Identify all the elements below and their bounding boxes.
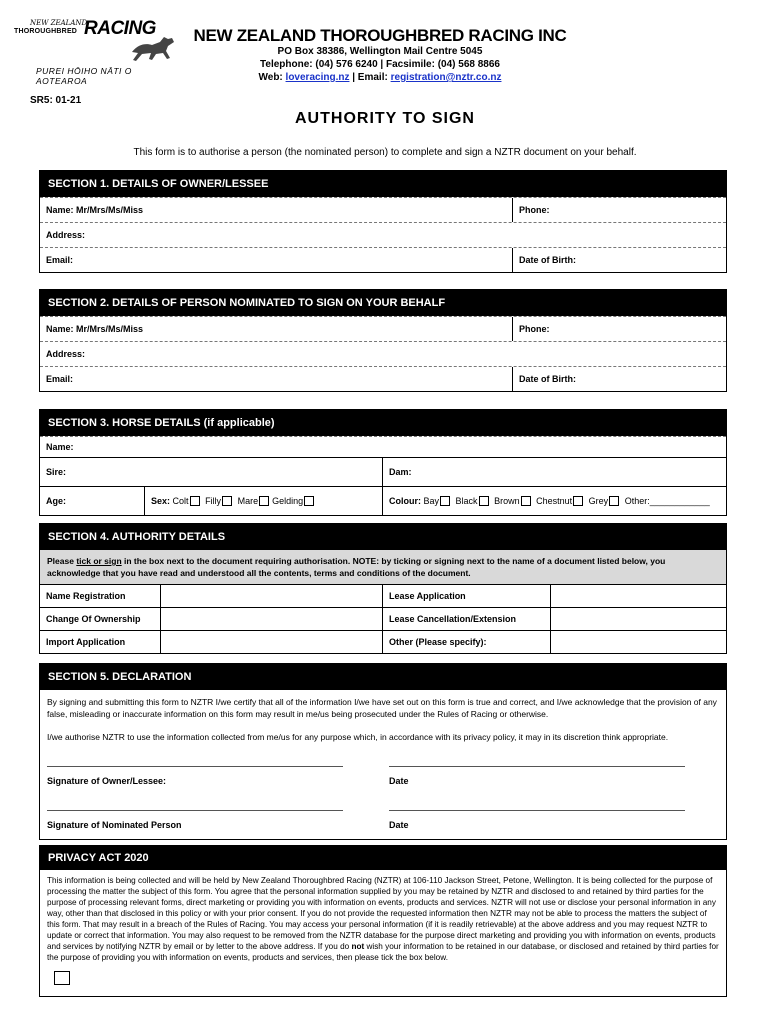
section-2-title: SECTION 2. DETAILS OF PERSON NOMINATED TO SIGN ON YOUR BEHALF — [40, 290, 726, 316]
nominee-name-field[interactable]: Name: Mr/Mrs/Ms/Miss — [46, 324, 144, 334]
filly-checkbox[interactable] — [222, 496, 232, 506]
dam-field[interactable]: Dam: — [382, 458, 726, 486]
privacy-title: PRIVACY ACT 2020 — [40, 846, 726, 870]
section-declaration — [39, 663, 727, 840]
nominee-date-label: Date — [389, 820, 409, 830]
name-registration-tick-box[interactable] — [160, 585, 382, 607]
lease-application-tick-box[interactable] — [550, 585, 726, 607]
doc-change-of-ownership: Change Of Ownership — [46, 614, 141, 624]
colour-label: Colour: — [389, 496, 421, 506]
section-owner-details — [39, 170, 727, 273]
note-underlined: tick or sign — [76, 556, 122, 566]
owner-signature-label: Signature of Owner/Lessee: — [47, 776, 167, 786]
other-tick-box[interactable] — [550, 631, 726, 653]
privacy-text — [40, 875, 726, 963]
owner-name-field[interactable]: Name: Mr/Mrs/Ms/Miss — [46, 205, 144, 215]
declaration-text: By signing and submitting this form to NZTR I/we certify that all of the information I/we have set out on this form is true and correct, and I/we acknowledge that the provision of any false, misleading or inaccurate information on this form may result in me/us being prosecuted under the Rules of Racing or otherwise. — [47, 697, 717, 719]
section-4-title: SECTION 4. AUTHORITY DETAILS — [40, 524, 726, 550]
colour-option-bay: Bay — [423, 496, 440, 506]
nominee-dob-field[interactable]: Date of Birth: — [512, 367, 726, 391]
logo-side-text: THOROUGHBRED — [14, 28, 78, 35]
privacy-bold-word: not — [351, 942, 365, 951]
org-name: NEW ZEALAND THOROUGHBRED RACING INC — [193, 26, 567, 45]
doc-import-application: Import Application — [46, 637, 126, 647]
owner-email-field[interactable]: Email: — [46, 255, 74, 265]
form-code: SR5: 01-21 — [30, 95, 82, 106]
section-privacy — [39, 845, 727, 997]
racehorse-icon — [130, 34, 178, 64]
logo-maori-text: PUREI HŌIHO NĀTI O AOTEAROA — [36, 66, 132, 86]
logo-top-text: NEW ZEALAND — [30, 19, 88, 27]
lease-cancellation-tick-box[interactable] — [550, 608, 726, 630]
doc-other: Other (Please specify): — [382, 631, 550, 653]
section-1-title: SECTION 1. DETAILS OF OWNER/LESSEE — [40, 171, 726, 197]
brown-checkbox[interactable] — [521, 496, 531, 506]
section-authority-details — [39, 523, 727, 654]
org-phones: Telephone: (04) 576 6240 | Facsimile: (04) 568 8866 — [260, 59, 500, 70]
import-application-tick-box[interactable] — [160, 631, 382, 653]
colour-other-field[interactable]: Other:____________ — [624, 496, 710, 506]
chestnut-checkbox[interactable] — [573, 496, 583, 506]
colour-option-brown: Brown — [494, 496, 520, 506]
intro-text: This form is to authorise a person (the nominated person) to complete and sign a NZTR document on your behalf. — [133, 147, 637, 158]
grey-checkbox[interactable] — [609, 496, 619, 506]
page-title: AUTHORITY TO SIGN — [295, 110, 475, 127]
owner-date-label: Date — [389, 776, 409, 786]
black-checkbox[interactable] — [479, 496, 489, 506]
sex-option-gelding: Gelding — [272, 496, 304, 506]
nominee-email-field[interactable]: Email: — [46, 374, 74, 384]
colour-group — [382, 487, 726, 515]
privacy-text-part1: This information is being collected and will be held by New Zealand Thoroughbred Racing (NZTR) at 106-110 Jackson Street, Petone, Wellington. It is being collected for the purpose of processing the matter the subject of this form. You agree that the personal information supplied by you may be retained by NZTR and disclosed to and retained by third parties for the purpose of processing relevant forms, direct marketing or providing you with information on events, products and services. NZTR will not use or disclose your personal information in any way, other than that disclosed in this policy or with your prior consent. If you do not provide the requested information then NZTR may not be able to process the matters the subject of this form. That may result in a breach of the Rules of Racing. You may access your personal information (if it is readily retrievable) at the above address and you may request NZTR to update or correct that information. You may also request to be removed from the NZTR database for the purpose direct marketing and providing you with information on events, products and services by notifying NZTR by email or by letter to the above address. If you do — [47, 876, 716, 951]
email-link[interactable]: registration@nztr.co.nz — [390, 72, 502, 83]
nominee-address-field[interactable]: Address: — [46, 349, 86, 359]
note-prefix: Please — [47, 556, 77, 566]
email-label: | Email: — [352, 72, 388, 83]
org-address: PO Box 38386, Wellington Mail Centre 5045 — [277, 46, 483, 57]
doc-lease-application: Lease Application — [382, 585, 550, 607]
colt-checkbox[interactable] — [190, 496, 200, 506]
org-web-email — [190, 72, 570, 83]
logo-brand: RACING — [84, 18, 156, 39]
gelding-checkbox[interactable] — [304, 496, 314, 506]
mare-checkbox[interactable] — [259, 496, 269, 506]
nominee-signature-label: Signature of Nominated Person — [47, 820, 182, 830]
bay-checkbox[interactable] — [440, 496, 450, 506]
note-rest: in the box next to the document requiring authorisation. NOTE: by ticking or signing next to the name of a document listed below, you acknowledge that you have read and understood all the contents, terms and conditions of the document. — [47, 556, 666, 578]
web-link[interactable]: loveracing.nz — [285, 72, 350, 83]
section-5-title: SECTION 5. DECLARATION — [40, 664, 726, 690]
change-ownership-tick-box[interactable] — [160, 608, 382, 630]
sire-field[interactable]: Sire: — [46, 467, 67, 477]
privacy-text-part2: wish your information to be retained in our database, or disclosed and retained by third parties for the purpose of providing you with information on events, products and services, then please tick the box below. — [47, 942, 719, 962]
age-field[interactable]: Age: — [46, 496, 66, 506]
sex-option-filly: Filly — [205, 496, 222, 506]
horse-name-field[interactable]: Name: — [46, 442, 74, 452]
authority-note — [40, 550, 726, 585]
owner-signature-line[interactable] — [47, 766, 343, 767]
sex-label: Sex: — [151, 496, 171, 506]
colour-option-grey: Grey — [588, 496, 609, 506]
section-3-title: SECTION 3. HORSE DETAILS (if applicable) — [40, 410, 726, 436]
privacy-use-text: I/we authorise NZTR to use the information collected from me/us for any purpose which, in accordance with its privacy policy, it may in its discretion think appropriate. — [47, 732, 669, 742]
colour-option-chestnut: Chestnut — [536, 496, 573, 506]
owner-dob-field[interactable]: Date of Birth: — [512, 248, 726, 272]
sex-option-mare: Mare — [237, 496, 259, 506]
section-horse-details — [39, 409, 727, 516]
nominee-phone-field[interactable]: Phone: — [512, 317, 726, 341]
colour-option-black: Black — [455, 496, 478, 506]
doc-name-registration: Name Registration — [46, 591, 126, 601]
doc-lease-cancellation: Lease Cancellation/Extension — [382, 608, 550, 630]
nominee-date-line[interactable] — [389, 810, 685, 811]
privacy-opt-out-checkbox[interactable] — [54, 971, 70, 985]
nztr-logo — [12, 18, 174, 86]
owner-phone-field[interactable]: Phone: — [512, 198, 726, 222]
owner-date-line[interactable] — [389, 766, 685, 767]
web-label: Web: — [258, 72, 283, 83]
nominee-signature-line[interactable] — [47, 810, 343, 811]
owner-address-field[interactable]: Address: — [46, 230, 86, 240]
sex-option-colt: Colt — [172, 496, 189, 506]
section-nominated-person — [39, 289, 727, 392]
sex-group — [144, 487, 382, 515]
